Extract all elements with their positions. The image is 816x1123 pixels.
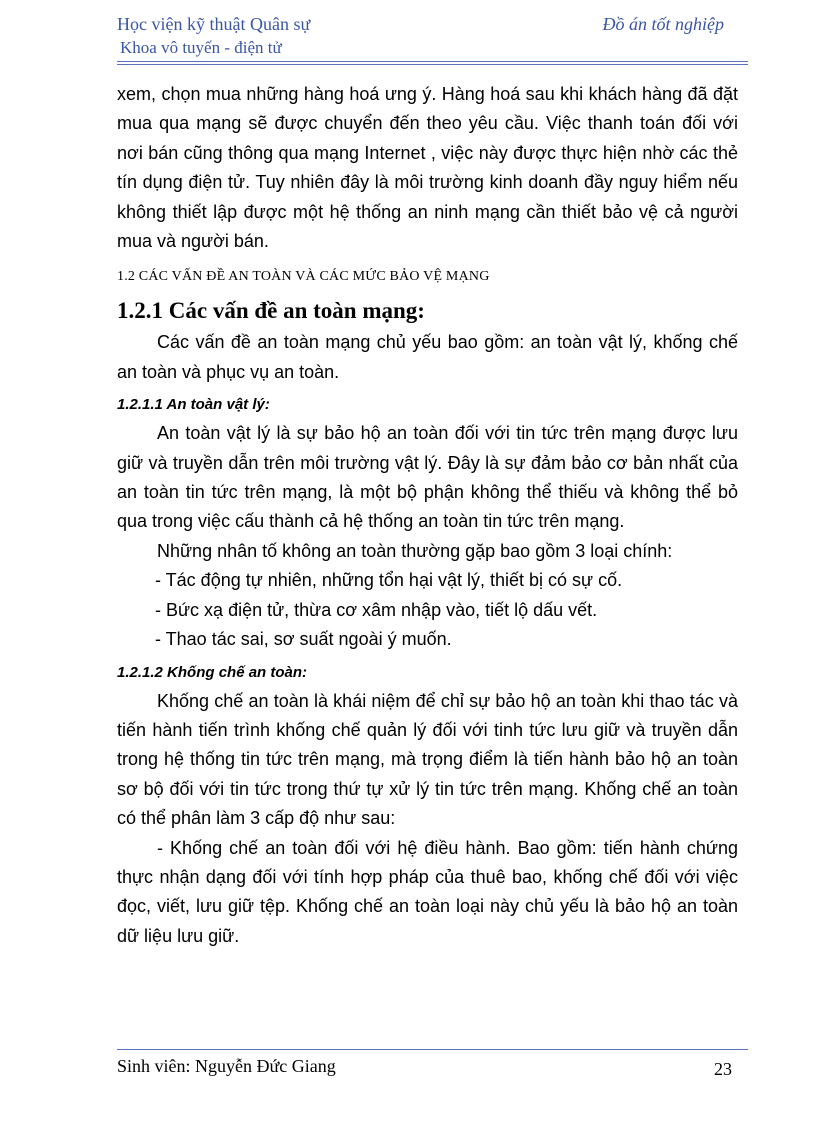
header-institution: Học viện kỹ thuật Quân sự — [117, 14, 311, 34]
section-heading-1-2-1: 1.2.1 Các vấn đề an toàn mạng: — [117, 298, 425, 324]
list-item: - Thao tác sai, sơ suất ngoài ý muốn. — [155, 629, 452, 650]
intro-paragraph: xem, chọn mua những hàng hoá ưng ý. Hàng hoá sau khi khách hàng đã đặt mua qua mạng sẽ được chuyển đến theo yêu cầu. Việc thanh toán đối với nơi bán cũng thông qua mạng Internet , việc này được thực hiện nhờ các thẻ tín dụng điện tử. Tuy nhiên đây là môi trường kinh doanh đầy nguy hiểm nếu không thiết lập được một hệ thống an ninh mạng cần thiết bảo vệ cả người mua và người bán. — [117, 84, 738, 252]
header-divider-bottom — [117, 64, 748, 65]
page-header-left — [117, 12, 310, 60]
paragraph-insecurity-factors: Những nhân tố không an toàn thường gặp bao gồm 3 loại chính: — [157, 540, 673, 561]
section-heading-1-2: 1.2 CÁC VẤN ĐỀ AN TOÀN VÀ CÁC MỨC BẢO VỆ MẠNG — [117, 269, 490, 285]
page-number: 23 — [714, 1059, 732, 1079]
section-heading-1-2-1-1: 1.2.1.1 An toàn vật lý: — [117, 396, 270, 414]
paragraph-security-control: Khống chế an toàn là khái niệm để chỉ sự bảo hộ an toàn khi thao tác và tiến hành tiến trình khống chế quản lý đối với tinh tức lưu giữ và truyền dẫn trong hệ thống tin tức trên mạng, mà trọng điểm là tiến hành bảo hộ an toàn sơ bộ đối với tin tức trong thứ tự xử lý tin tức trên mạng. Khống chế an toàn có thể phân làm 3 cấp độ như sau: — [117, 690, 738, 829]
footer-divider — [117, 1049, 748, 1050]
list-item: - Bức xạ điện tử, thừa cơ xâm nhập vào, tiết lộ dấu vết. — [155, 599, 598, 620]
paragraph-physical-security: An toàn vật lý là sự bảo hộ an toàn đối với tin tức trên mạng được lưu giữ và truyền dẫn trên môi trường vật lý. Đây là sự đảm bảo cơ bản nhất của an toàn tin tức trên mạng, là một bộ phận không thể thiếu và không thể bỏ qua trong việc cấu thành cả hệ thống an toàn tin tức trên mạng. — [117, 423, 738, 532]
paragraph-network-security-issues: Các vấn đề an toàn mạng chủ yếu bao gồm: an toàn vật lý, khống chế an toàn và phục vụ an toàn. — [117, 332, 738, 382]
header-faculty: Khoa vô tuyến - điện tử — [120, 38, 282, 57]
page-body — [117, 80, 738, 951]
footer-student-name: Sinh viên: Nguyễn Đức Giang — [117, 1056, 336, 1076]
header-divider-top — [117, 61, 748, 62]
section-heading-1-2-1-2: 1.2.1.2 Khống chế an toàn: — [117, 663, 308, 681]
header-document-type: Đồ án tốt nghiệp — [602, 14, 724, 34]
list-item: - Tác động tự nhiên, những tổn hại vật lý, thiết bị có sự cố. — [155, 570, 623, 591]
paragraph-os-security-control: - Khống chế an toàn đối với hệ điều hành. Bao gồm: tiến hành chứng thực nhận dạng đối với tính hợp pháp của thuê bao, khống chế đối với việc đọc, viết, lưu giữ tệp. Khống chế an toàn loại này chủ yếu là bảo hộ an toàn dữ liệu lưu giữ. — [117, 837, 738, 946]
